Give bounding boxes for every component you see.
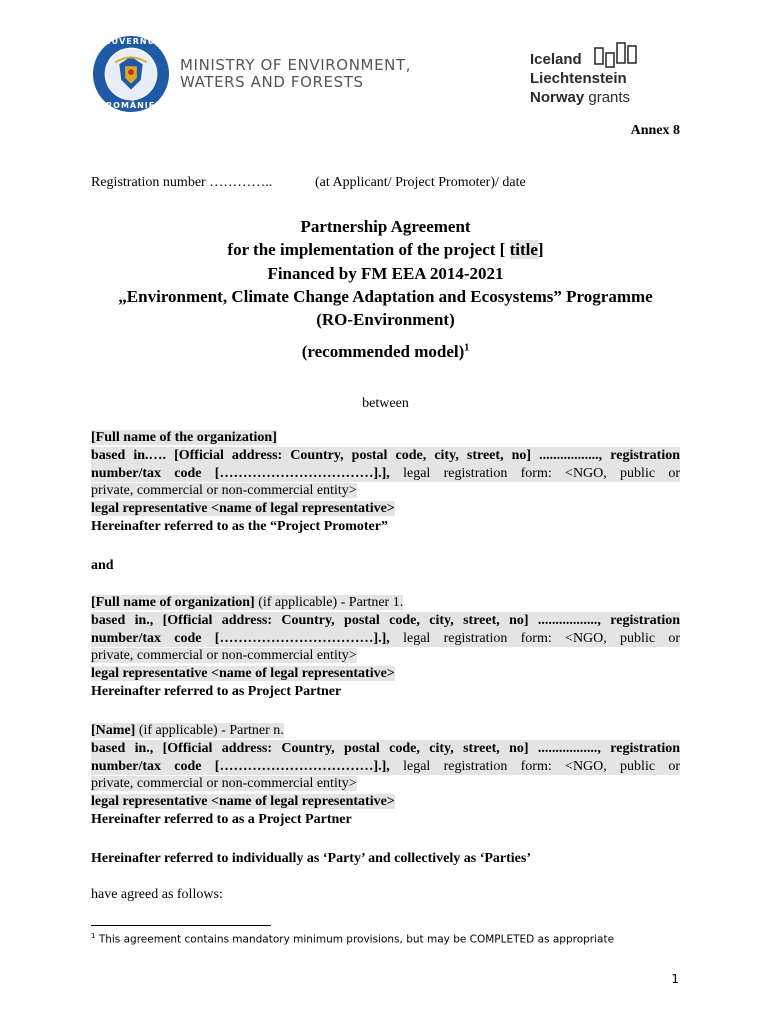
partner1-address: based in., [Official address: Country, postal code, city, street, no] ................., <box>91 612 601 628</box>
promoter-tax-line <box>91 465 680 483</box>
between-label: between <box>362 396 409 411</box>
partnern-name-note: (if applicable) - Partner n. <box>135 723 284 738</box>
and-label: and <box>91 558 114 573</box>
footnote <box>91 932 614 946</box>
partner1-block <box>91 594 680 701</box>
partnern-legal-form: legal registration form: <NGO, public or <box>403 758 681 774</box>
partner1-tax-code: number/tax code [……………………………].], <box>91 630 390 646</box>
promoter-referred-as: Hereinafter referred to as the “Project Promoter” <box>91 518 388 534</box>
partner1-entity-type: private, commercial or non-commercial entity> <box>91 648 357 664</box>
title-line-5: (RO-Environment) <box>316 310 455 330</box>
title-line-3: Financed by FM EEA 2014-2021 <box>267 263 504 283</box>
eea-grants-logo <box>530 40 670 110</box>
eea-logo-graphic-icon <box>594 40 642 68</box>
ministry-name-line1: MINISTRY OF ENVIRONMENT, <box>180 56 412 74</box>
partnern-name: [Name] <box>91 723 136 738</box>
partnern-address-line <box>91 740 680 758</box>
promoter-address-line <box>91 447 680 465</box>
promoter-entity-type: private, commercial or non-commercial entity> <box>91 483 357 499</box>
partner1-tax-line <box>91 630 680 648</box>
footnote-text: This agreement contains mandatory minimum provisions, but may be COMPLETED as appropriate <box>98 933 615 946</box>
partner1-address-line <box>91 612 680 630</box>
partner1-referred-as: Hereinafter referred to as Project Partner <box>91 683 342 699</box>
partnern-tax-line <box>91 758 680 776</box>
promoter-legal-representative: legal representative <name of legal representative> <box>91 501 395 517</box>
footnote-reference: 1 <box>464 342 470 354</box>
promoter-address: based in.…. [Official address: Country, postal code, city, street, no] ................., <box>91 447 603 463</box>
title-line-2-suffix: ] <box>537 240 544 260</box>
partnern-registration-label: registration <box>610 740 680 756</box>
registration-number: Registration number ………….. <box>91 175 273 190</box>
partner1-registration-label: registration <box>610 612 680 628</box>
ministry-name <box>180 57 411 91</box>
eea-logo-liechtenstein: Liechtenstein <box>530 70 627 87</box>
title-line-4: „Environment, Climate Change Adaptation and Ecosystems” Programme <box>118 286 653 306</box>
partnern-block <box>91 722 680 829</box>
partnern-tax-code: number/tax code [……………………………].], <box>91 758 390 774</box>
footnote-separator <box>91 925 271 926</box>
promoter-name: [Full name of the organization] <box>91 430 277 445</box>
annex-label: Annex 8 <box>630 123 680 138</box>
partner1-name-note: (if applicable) - Partner 1. <box>254 595 404 610</box>
promoter-legal-form: legal registration form: <NGO, public or <box>403 465 681 481</box>
promoter-registration-label: registration <box>610 447 681 463</box>
footnote-mark: 1 <box>91 932 96 940</box>
ministry-name-line2: WATERS AND FORESTS <box>180 73 364 91</box>
agreement-title <box>91 215 680 331</box>
promoter-tax-code: number/tax code [……………………………].], <box>91 465 390 481</box>
eea-logo-norway <box>530 89 630 106</box>
partner1-name: [Full name of organization] <box>91 595 255 610</box>
partner1-legal-representative: legal representative <name of legal representative> <box>91 666 395 682</box>
eea-logo-iceland: Iceland <box>530 51 582 68</box>
seal-text-bottom: ROMÂNIEI <box>106 101 160 110</box>
registration-applicant-date: (at Applicant/ Project Promoter)/ date <box>315 175 526 190</box>
partnern-entity-type: private, commercial or non-commercial entity> <box>91 776 357 792</box>
page-number: 1 <box>671 972 679 986</box>
title-line-1: Partnership Agreement <box>300 217 471 236</box>
promoter-block <box>91 429 680 536</box>
parties-definition: Hereinafter referred to individually as ‘Party’ and collectively as ‘Parties’ <box>91 851 531 866</box>
partnern-address: based in., [Official address: Country, postal code, city, street, no] ................., <box>91 740 601 756</box>
partner1-legal-form: legal registration form: <NGO, public or <box>403 630 681 646</box>
eea-logo-norway-word: Norway <box>530 89 585 106</box>
eea-logo-grants-word: grants <box>588 89 631 106</box>
agreed-as-follows: have agreed as follows: <box>91 887 223 902</box>
partnern-referred-as: Hereinafter referred to as a Project Partner <box>91 811 352 827</box>
title-line-2-prefix: for the implementation of the project [ <box>227 240 510 260</box>
recommended-model <box>91 342 680 362</box>
partnern-legal-representative: legal representative <name of legal representative> <box>91 794 395 810</box>
title-line-2 <box>91 238 680 261</box>
recommended-model-text: (recommended model) <box>301 342 465 361</box>
project-title-placeholder: title <box>509 240 538 260</box>
seal-text-top: GUVERNUL <box>104 37 162 46</box>
